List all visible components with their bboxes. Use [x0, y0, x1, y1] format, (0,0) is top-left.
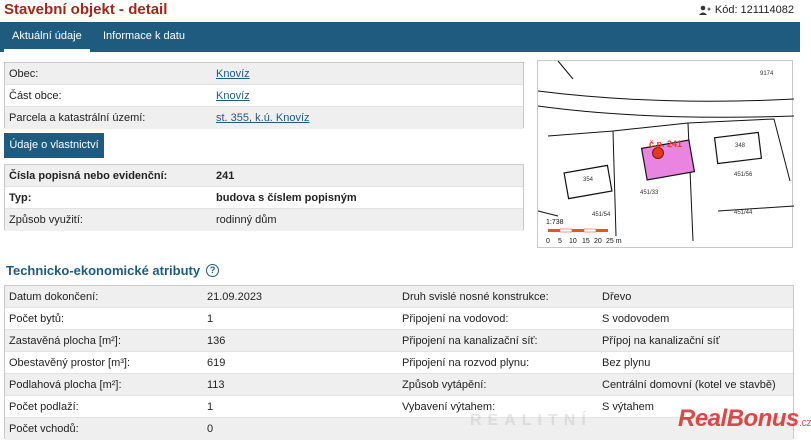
map-scale-tick: 5 [558, 238, 562, 245]
map-scale-tick: 25 m [606, 238, 622, 245]
map-label: 451/44 [734, 210, 753, 216]
attribute-label: Druh svislé nosné konstrukce: [402, 291, 549, 303]
table-row [5, 396, 793, 418]
attribute-value: S výtahem [602, 401, 654, 413]
section-title-text: Technicko-ekonomické atributy [6, 263, 201, 278]
watermark-ghost: REALITNÍ [470, 412, 592, 429]
table-row [5, 85, 523, 107]
map-scale-tick: 0 [546, 238, 550, 245]
map-scale-tick: 20 [594, 238, 602, 245]
attribute-label: Datum dokončení: [9, 291, 99, 303]
row-value: rodinný dům [216, 214, 277, 226]
attribute-value: Přípoj na kanalizační síť [602, 335, 720, 347]
attributes-table [4, 285, 794, 439]
attribute-label: Připojení na kanalizační síť: [402, 335, 538, 347]
location-table [4, 62, 524, 128]
attribute-value: Bez plynu [602, 357, 651, 369]
row-label: Parcela a katastrální území: [9, 112, 146, 124]
user-icon [699, 5, 711, 16]
watermark-tld: .cz [798, 417, 811, 429]
row-value: 241 [216, 170, 235, 182]
attribute-value: 113 [207, 379, 225, 391]
attribute-value: 0 [207, 423, 214, 435]
map-label: 9174 [760, 71, 774, 77]
object-code-text: Kód: 121114082 [714, 4, 794, 16]
page-title: Stavební objekt - detail [4, 1, 168, 18]
attribute-value: 21.09.2023 [207, 291, 263, 303]
attribute-label: Způsob vytápění: [402, 379, 487, 391]
map-location-marker [653, 148, 664, 159]
parcel-link[interactable]: st. 355, k.ú. Knovíz [216, 112, 310, 124]
municipality-part-link[interactable]: Knovíz [216, 90, 250, 102]
object-code [699, 4, 794, 16]
attribute-value: 1 [207, 401, 214, 413]
cadastral-map[interactable] [537, 60, 793, 248]
attribute-value: S vodovodem [602, 313, 670, 325]
table-row [5, 187, 523, 209]
attribute-label: Obestavěný prostor [m³]: [9, 357, 131, 369]
table-row [5, 209, 523, 231]
map-label: 451/54 [592, 212, 611, 218]
help-icon[interactable]: ? [206, 264, 219, 277]
table-row [5, 63, 523, 85]
table-row [5, 418, 793, 440]
attribute-value: 1 [207, 313, 214, 325]
attribute-label: Počet podlaží: [9, 401, 79, 413]
attribute-label: Podlahová plocha [m²]: [9, 379, 122, 391]
map-scale-ratio: 1:738 [546, 219, 564, 226]
attribute-label: Počet vchodů: [9, 423, 79, 435]
watermark-logo [678, 405, 811, 433]
table-row [5, 308, 793, 330]
tab-bar [0, 22, 800, 52]
table-row [5, 330, 793, 352]
tab-data-at-date[interactable]: Informace k datu [103, 30, 185, 42]
table-row [5, 107, 523, 129]
row-value: budova s číslem popisným [216, 192, 357, 204]
row-label: Typ: [9, 192, 32, 204]
municipality-link[interactable]: Knovíz [216, 68, 250, 80]
map-drawing [538, 61, 794, 249]
row-label: Část obce: [9, 90, 62, 102]
attribute-label: Připojení na rozvod plynu: [402, 357, 530, 369]
attribute-value: 619 [207, 357, 226, 369]
map-scale-tick: 10 [569, 238, 577, 245]
row-label: Čísla popisná nebo evidenční: [9, 170, 168, 182]
map-label: 451/56 [734, 172, 753, 178]
attribute-value: Dřevo [602, 291, 632, 303]
ownership-button[interactable]: Údaje o vlastnictví [4, 133, 104, 158]
attribute-value: 136 [207, 335, 226, 347]
attribute-label: Zastavěná plocha [m²]: [9, 335, 121, 347]
map-label: 354 [583, 177, 594, 183]
section-title [6, 263, 219, 278]
table-row [5, 286, 793, 308]
table-row [5, 165, 523, 187]
table-row [5, 352, 793, 374]
attribute-label: Připojení na vodovod: [402, 313, 509, 325]
attribute-label: Vybavení výtahem: [402, 401, 496, 413]
table-row [5, 374, 793, 396]
row-label: Způsob využití: [9, 214, 83, 226]
attribute-value: Centrální domovní (kotel ve stavbě) [602, 379, 776, 391]
attribute-label: Počet bytů: [9, 313, 65, 325]
row-label: Obec: [9, 68, 39, 80]
map-scale-tick: 15 [582, 238, 590, 245]
map-label: 451/33 [640, 190, 659, 196]
map-label-house: č.p. 241 [649, 139, 683, 149]
building-table [4, 164, 524, 230]
map-scale-bar [548, 229, 608, 232]
map-label: 348 [735, 143, 746, 149]
watermark-brand: RealBonus [678, 405, 799, 432]
tab-current-data[interactable]: Aktuální údaje [4, 22, 90, 52]
page-header [0, 0, 800, 22]
